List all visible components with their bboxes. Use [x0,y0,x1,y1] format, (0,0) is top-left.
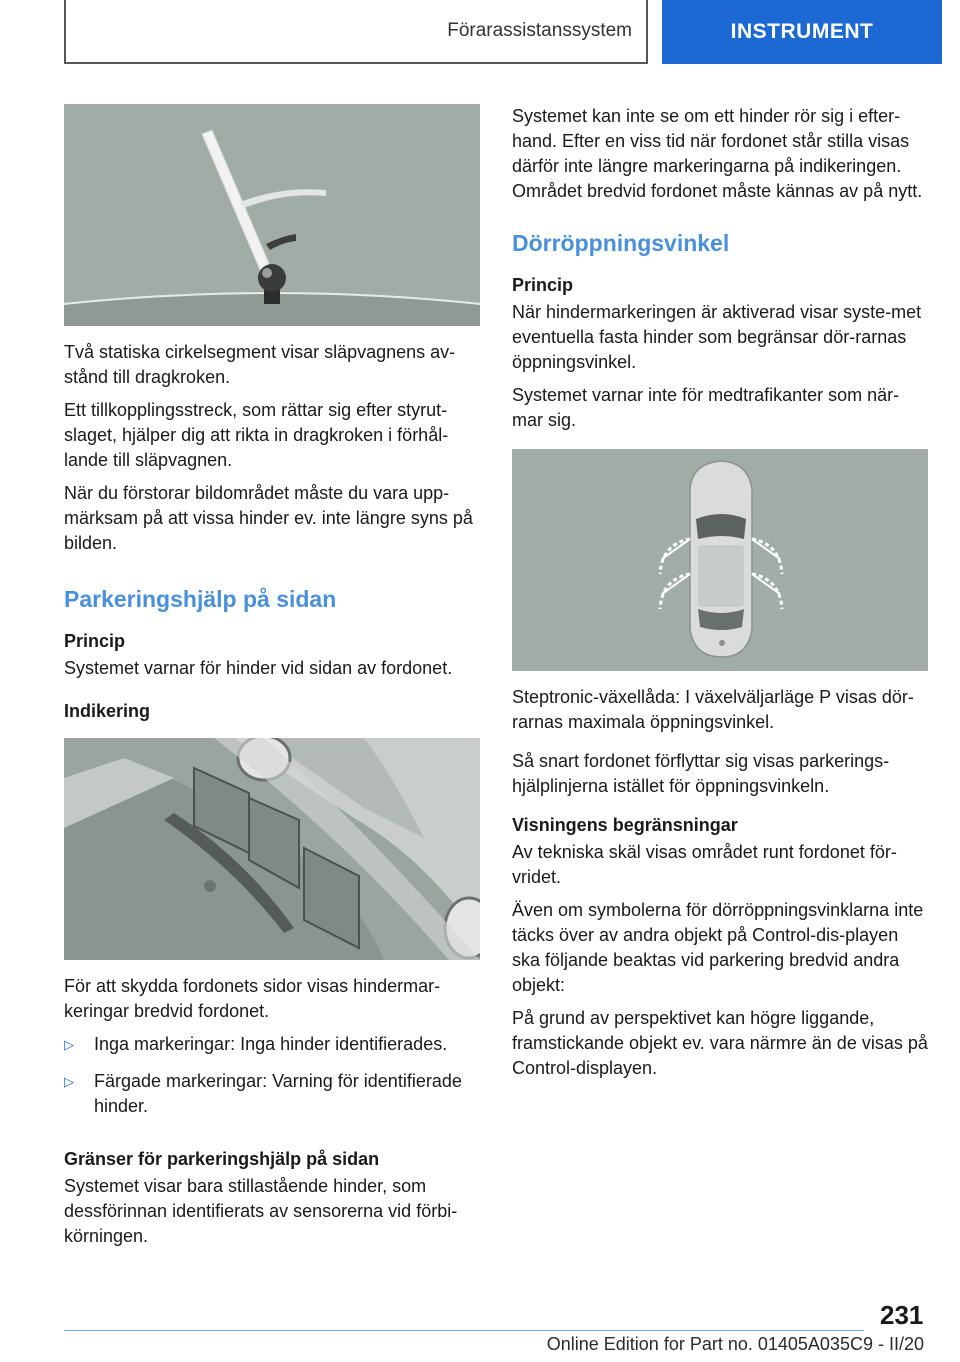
paragraph: Systemet visar bara stillastående hinder, som dessförinnan identifierats av sensorerna vid förbi-körningen. [64,1176,458,1246]
header-section [64,0,648,64]
paragraph: Även om symbolerna för dörröppningsvinklarna inte täcks över av andra objekt på Control-dis-playen ska följande beaktas vid parkering bredvid andra objekt: [512,900,924,995]
trailer-hitch-figure [64,104,480,326]
right-column [512,104,928,1089]
door-angle-figure [512,449,928,671]
subheading: Princip [64,631,126,651]
bullet-list [64,1032,480,1119]
list-item: ▷ Färgade markeringar: Varning för identifierade hinder. [64,1071,462,1116]
subheading: Visningens begränsningar [512,815,738,835]
header-chapter-tab [662,0,942,64]
footer-edition: Online Edition for Part no. 01405A035C9 - II/20 [546,1334,924,1354]
side-parking-figure [64,738,480,960]
paragraph: Av tekniska skäl visas området runt fordonet för-vridet. [512,842,897,887]
page-number: 231 [880,1300,924,1330]
list-item: ▷ Inga markeringar: Inga hinder identifierades. [64,1032,480,1057]
paragraph: Steptronic-växellåda: I växelväljarläge P visas dör-rarnas maximala öppningsvinkel. [512,687,914,732]
header-chapter-title: INSTRUMENT [730,20,874,43]
paragraph: Ett tillkopplingsstreck, som rättar sig efter styrut-slaget, hjälper dig att rikta in dragkroken i förhål-lande till släpvagnen. [64,400,449,470]
paragraph: För att skydda fordonets sidor visas hindermar-keringar bredvid fordonet. [64,976,441,1021]
left-column [64,104,480,1257]
triangle-bullet-icon: ▷ [64,1074,74,1089]
section-heading: Dörröppningsvinkel [512,230,730,256]
subheading: Princip [512,275,574,295]
paragraph: När hindermarkeringen är aktiverad visar syste-met eventuella fasta hinder som begränsar dör-rarnas öppningsvinkel. [512,302,922,372]
triangle-bullet-icon: ▷ [64,1037,74,1052]
paragraph: Systemet kan inte se om ett hinder rör sig i efter-hand. Efter en viss tid när fordonet står stilla visas därför inte längre markeringarna på indikeringen. Området bredvid fordonet måste kännas av på nytt. [512,106,923,201]
subheading: Indikering [64,701,151,721]
paragraph: På grund av perspektivet kan högre liggande, framstickande objekt ev. vara närmre än de visas på Control-displayen. [512,1008,928,1078]
subheading: Gränser för parkeringshjälp på sidan [64,1149,380,1169]
paragraph: Så snart fordonet förflyttar sig visas parkerings-hjälplinjerna istället för öppningsvinkeln. [512,751,890,796]
paragraph: När du förstorar bildområdet måste du vara upp-märksam på att vissa hinder ev. inte längre syns på bilden. [64,483,473,553]
paragraph: Systemet varnar inte för medtrafikanter som när-mar sig. [512,385,900,430]
footer-divider [64,1330,864,1331]
header-section-title: Förarassistanssystem [447,20,632,41]
paragraph: Två statiska cirkelsegment visar släpvagnens av-stånd till dragkroken. [64,342,456,387]
section-heading: Parkeringshjälp på sidan [64,586,337,612]
paragraph: Systemet varnar för hinder vid sidan av fordonet. [64,658,453,678]
